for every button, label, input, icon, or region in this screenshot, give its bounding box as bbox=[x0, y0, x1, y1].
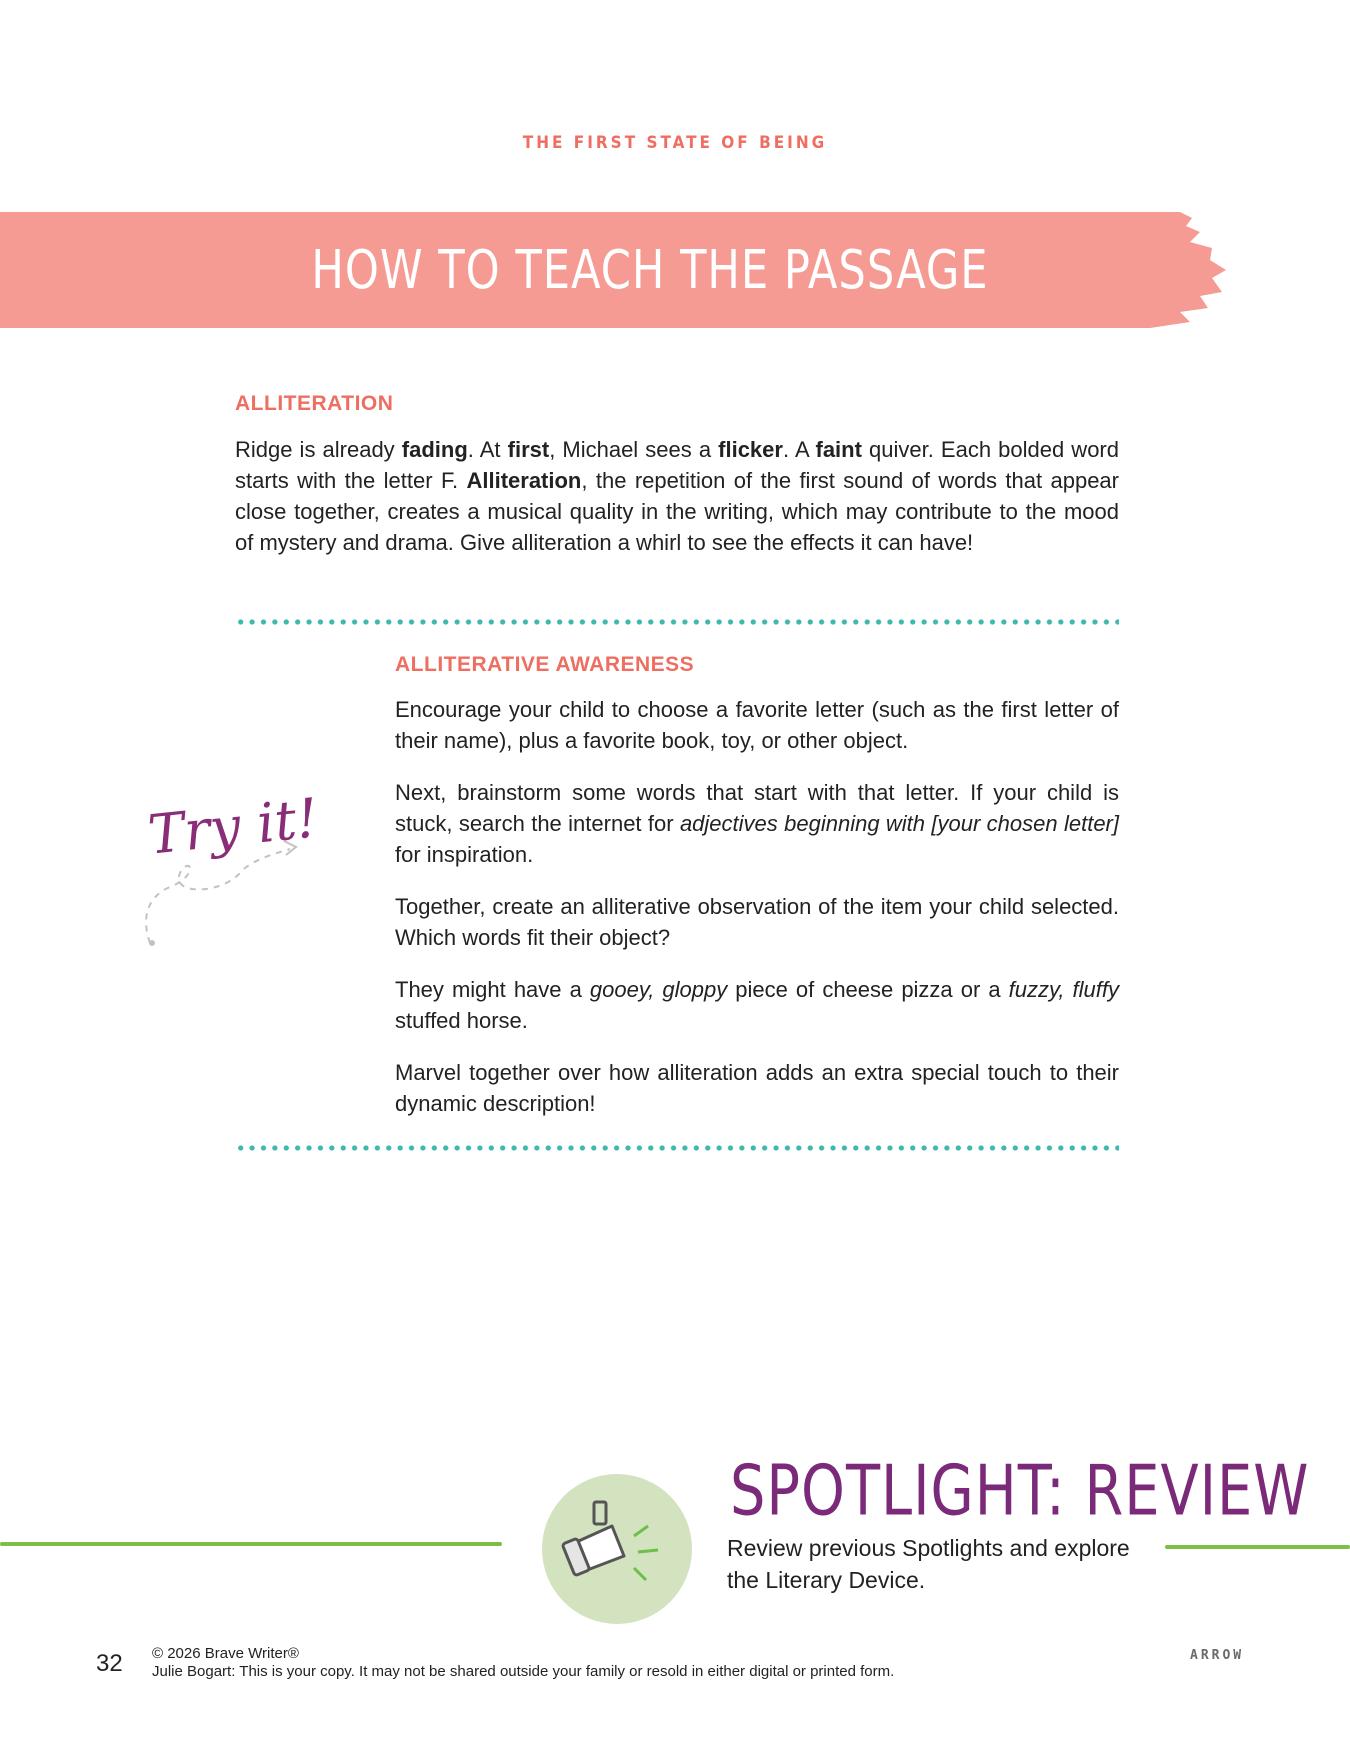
try-it-run: Encourage your child to choose a favorite letter (such as the first letter of their name), plus a favorite book, toy, or other object. bbox=[395, 697, 1119, 753]
copyright-notice: Julie Bogart: This is your copy. It may not be shared outside your family or resold in either digital or printed form. bbox=[152, 1663, 895, 1680]
try-it-paragraph bbox=[395, 974, 1119, 1036]
try-it-paragraphs bbox=[395, 694, 1119, 1119]
spotlight-badge bbox=[542, 1474, 692, 1624]
alliteration-paragraph bbox=[235, 434, 1119, 558]
try-it-run: Together, create an alliterative observation of the item your child selected. Which words fit their object? bbox=[395, 894, 1119, 950]
try-it-run: Next, brainstorm some words that start with that letter. If your child is stuck, search the internet for bbox=[395, 780, 1119, 836]
section-kicker: THE FIRST STATE OF BEING bbox=[522, 133, 828, 153]
try-it-run: piece of cheese pizza or a bbox=[727, 977, 1009, 1002]
alliteration-run: quiver. Each bolded word starts with the letter F. bbox=[235, 437, 1119, 493]
try-it-run: fuzzy, fluffy bbox=[1008, 977, 1119, 1002]
try-it-paragraph bbox=[395, 1057, 1119, 1119]
alliteration-run: flicker bbox=[718, 437, 783, 462]
page-title: HOW TO TEACH THE PASSAGE bbox=[311, 238, 989, 302]
try-it-run: gooey, gloppy bbox=[589, 977, 728, 1002]
alliteration-run: , Michael sees a bbox=[549, 437, 719, 462]
try-it-paragraph bbox=[395, 694, 1119, 756]
alliteration-run: first bbox=[507, 437, 550, 462]
try-it-callout bbox=[140, 786, 340, 955]
alliteration-run: fading bbox=[401, 437, 468, 462]
alliteration-run: Ridge is already bbox=[235, 437, 402, 462]
alliteration-run: faint bbox=[815, 437, 862, 462]
copyright-line: © 2026 Brave Writer® bbox=[152, 1645, 299, 1662]
page-number: 32 bbox=[96, 1650, 123, 1677]
dotted-divider-bottom bbox=[235, 1145, 1119, 1151]
try-it-run: Marvel together over how alliteration adds an extra special touch to their dynamic description! bbox=[395, 1060, 1119, 1116]
footer-copyright bbox=[152, 1645, 894, 1681]
try-it-paragraph bbox=[395, 777, 1119, 870]
spotlight-title: SPOTLIGHT: REVIEW bbox=[730, 1449, 1310, 1532]
spotlight-line-left bbox=[0, 1542, 502, 1546]
try-it-run: stuffed horse. bbox=[395, 1008, 528, 1033]
try-it-run: adjectives beginning with [your chosen letter] bbox=[679, 811, 1119, 836]
alliteration-run: Alliteration bbox=[466, 468, 582, 493]
try-it-paragraph bbox=[395, 891, 1119, 953]
alliteration-section bbox=[235, 392, 1119, 558]
spotlight-text: Review previous Spotlights and explore the Literary Device. bbox=[727, 1535, 1130, 1593]
spotlight-line-right bbox=[1165, 1545, 1350, 1549]
try-it-run: for inspiration. bbox=[395, 842, 534, 867]
alliterative-awareness-section bbox=[395, 653, 1119, 1140]
alliteration-run: , the repetition of the first sound of words that appear close together, creates a musical quality in the writing, which may contribute to the mood of mystery and drama. Give alliteration a whirl to see the effects it can have! bbox=[235, 468, 1119, 555]
try-it-label: Try it! bbox=[145, 786, 322, 867]
dashed-arrow-icon bbox=[140, 795, 340, 955]
try-it-run: They might have a bbox=[395, 977, 590, 1002]
footer-brand: ARROW bbox=[1190, 1648, 1245, 1663]
alliteration-run: . At bbox=[467, 437, 508, 462]
alliterative-awareness-heading: ALLITERATIVE AWARENESS bbox=[395, 653, 695, 676]
title-banner bbox=[0, 212, 1350, 328]
alliteration-run: . A bbox=[782, 437, 816, 462]
dotted-divider-top bbox=[235, 619, 1119, 625]
alliteration-heading: ALLITERATION bbox=[235, 392, 394, 415]
spotlight-icon bbox=[542, 1474, 692, 1624]
